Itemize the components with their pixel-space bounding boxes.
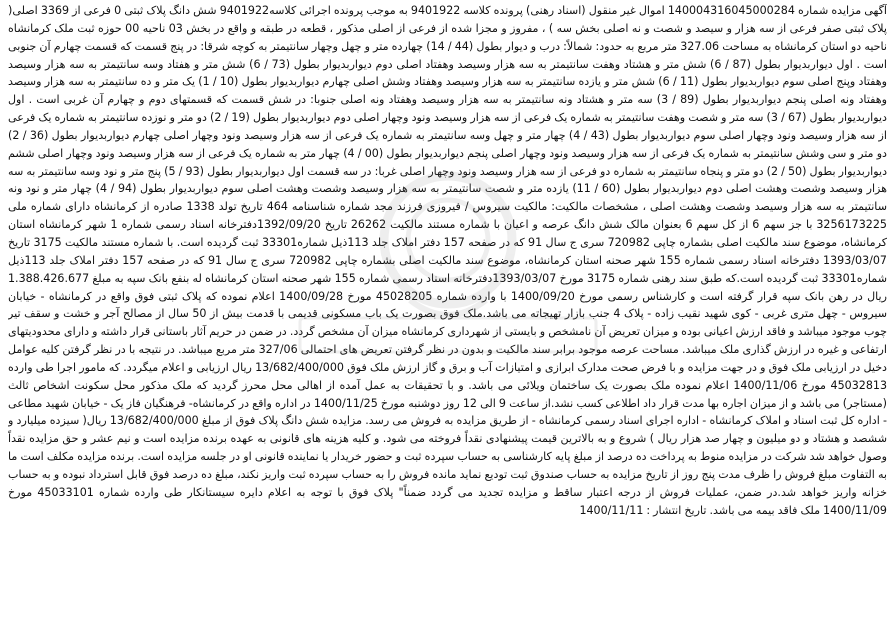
- auction-notice: [8, 2, 887, 629]
- auction-notice-body: آگهی مزایده شماره 140004316045000284 اموال غیر منقول (اسناد رهنی) پرونده کلاسه 9401922 به موجب پرونده اجرائی کلاسه9401922 شش دانگ پلاک ثبتی 0 فرعی از 3369 اصلی( پلاک ثبتی صفر فرعی از سه هزار و سیصد و شصت و نه اصلی بخش سه ) ، مفروز و مجزا شده از فرعی از اصلی مذکور ، قطعه در طبقه و واقع در بخش 03 ناحیه 00 حوزه ثبت ملک کرمانشاه ناحیه دو استان کرمانشاه به مساحت 327.06 متر مربع به حدود: شمالاً: درب و دیوار بطول (44 / 14) چهارده متر و چهل وچهار سانتیمتر به کوچه شرقا: در پنج قسمت که قسمت چهارم آن جنوبی است . اول دیواربدیوار بطول (87 / 6) شش متر و هشتاد وهفت سانتیمتر به سه هزار وسیصد وهفتاد اصلی دوم دیواربدیوار بطول (73 / 6) شش متر و هفتاد وسه سانتیمتر به سه هزار وسیصد وهفتاد وپنج اصلی سوم دیواربدیوار بطول (11 / 6) شش متر و یازده سانتیمتر به سه هزار وسیصد وهفتاد وشش اصلی چهارم دیواربدیوار بطول (10 / 1) یک متر و ده سانتیمتر به سه هزار وسیصد وهفتاد ونه اصلی پنجم دیواربدیوار بطول (89 / 3) سه متر و هشتاد ونه سانتیمتر به سه هزار وسیصد وهفتاد ونه اصلی جنوبا: در شش قسمت که قسمتهای دوم و چهارم آن غربی است . اول دیواربدیوار بطول (67 / 3) سه متر و شصت وهفت سانتیمتر به شماره یک فرعی از سه هزار وسیصد ونود وچهار اصلی دوم دیواربدیوار بطول (19 / 2) دو متر و نوزده سانتیمتر به شماره یک فرعی از سه هزار وسیصد ونود وچهار اصلی سوم دیواربدیوار بطول (43 / 4) چهار متر و چهل وسه سانتیمتر به شماره یک فرعی از سه هزار وسیصد ونود وچهار اصلی چهارم دیواربدیوار بطول (36 / 2) دو متر و سی وشش سانتیمتر به شماره یک فرعی از سه هزار وسیصد ونود وچهار اصلی پنجم دیواربدیوار بطول (00 / 4) چهار متر به شماره یک فرعی از سه هزار وسیصد ونود وچهار اصلی ششم دیواربدیوار بطول (50 / 2) دو متر و پنجاه سانتیمتر به شماره دو فرعی از سه هزار وسیصد ونود وچهار اصلی غربا: در سه قسمت اول دیواربدیوار بطول (93 / 5) پنج متر و نود وسه سانتیمتر به سه هزار وسیصد وشصت وهشت اصلی دوم دیواربدیوار بطول (60 / 11) یازده متر و شصت سانتیمتر به سه هزار وسیصد وشصت وهشت اصلی سوم دیواربدیوار بطول (94 / 4) چهار متر و نود ونه سانتیمتر به سه هزار وسیصد وشصت وهشت اصلی ، مشخصات مالکیت: مالکیت سیروس / فیروزی فرزند مجد شماره شناسنامه 464 تاریخ تولد 1338 صادره از کرمانشاه دارای شماره ملی 3256173225 با جز سهم 6 از کل سهم 6 بعنوان مالک شش دانگ عرصه و اعیان با شماره مستند مالکیت 26262 تاریخ 1392/09/20دفترخانه اسناد رسمی شماره 1 شهر کرمانشاه استان کرمانشاه، موضوع سند مالکیت اصلی بشماره چاپی 720982 سری ج سال 91 که در صفحه 157 دفتر املاک جلد 113ذیل شماره33301 ثبت گردیده است. با شماره مستند مالکیت 3175 تاریخ 1393/03/07 دفترخانه اسناد رسمی شماره 155 شهر صحنه استان کرمانشاه، موضوع سند مالکیت اصلی بشماره چاپی 720982 سری ج سال 91 که در صفحه 157 دفتر املاک جلد 113ذیل شماره33301 ثبت گردیده است.که طبق سند رهنی شماره 3175 مورخ 1393/03/07دفترخانه اسناد رسمی شماره 155 شهر صحنه استان کرمانشاه له بنفع بانک سپه به مبلغ 1.388.426.677 ریال در رهن بانک سپه قرار گرفته است و کارشناس رسمی مورخ 1400/09/20 با وارده شماره 45028205 مورخ 1400/09/28 اعلام نموده که پلاک ثبتی فوق واقع در کرمانشاه - خیابان سیروس - چهل متری غربی - کوی شهید نقیب زاده - پلاک 4 جنب بازار تهیجاته می باشد.ملک فوق بصورت یک باب مسکونی قدیمی با قدمت بیش از 50 سال از مصالح آجر و خشت و سقف تیر چوب موجود میباشد و فاقد ارزش اعیانی بوده و میزان تعریض آن نامشخص و بایستی از شهرداری کرمانشاه میزان آن مشخص گردد. در ضمن در حریم آثار باستانی قرار داشته و دارای محدودیتهای ارتفاعی و غیره در ارزش گذاری ملک میباشد. مساحت عرصه موجود برابر سند مالکیت و بدون در نظر گرفتن تعریض های احتمالی 327/06 متر مربع میباشد. در نتیجه با در نظر گرفتن کلیه عوامل دخیل در ارزیابی ملک فوق و در جهت مزایده و با فرض صحت مدارک ابرازی و امتیازات آب و برق و گاز ارزش ملک فوق 13/682/400/000 ریال ارزیابی و اعلام میگردد. که مامور اجرا طی وارده 45032813 مورخ 1400/11/06 اعلام نموده ملک بصورت یک ساختمان ویلائی می باشد. و با تحقیقات به عمل آمده از اهالی محل محرز گردید که ملک مذکور محل سکونت اشخاص ثالث (مستاجر) می باشد و از میزان اجاره بها مدت قرار داد اطلاعی کسب نشد.از ساعت 9 الی 12 روز دوشنبه مورخ 1400/11/25 در اداره واقع در کرمانشاه- فرهنگیان فاز یک - خیابان شهید مطاعی - اداره کل ثبت اسناد و املاک کرمانشاه - اداره اجرای اسناد رسمی کرمانشاه - از طریق مزایده به فروش می رسد. مزایده شش دانگ پلاک فوق از مبلغ 13/682/400/000 ریال( سیزده میلیارد و ششصد و هشتاد و دو میلیون و چهار صد هزار ریال ) شروع و به بالاترین قیمت پیشنهادی نقداً فروخته می شود. و کلیه هزینه های قانونی به عهده برنده مزایده است و نیم عشر و حق مزایده نقداً وصول خواهد شد شرکت در مزایده منوط به پرداخت ده درصد از مبلغ پایه کارشناسی به حساب سپرده ثبت و حضور خریدار یا نماینده قانونی او در جلسه مزایده است. برنده مزایده مکلف است ما به التفاوت مبلغ فروش را ظرف مدت پنج روز از تاریخ مزایده به حساب صندوق ثبت تودیع نماید مانده فروش را به حساب سپرده ثبت واریز نکند، مبلغ ده درصد فوق قابل استرداد نبوده و به حساب خزانه واریز خواهد شد.در ضمن، عملیات فروش از درجه اعتبار ساقط و مزایده تجدید می گردد ضمناً" پلاک فوق با توجه به اعلام دایره سیستانکار طی وارده شماره 45033101 مورخ 1400/11/09 ملک فاقد بیمه می باشد. تاریخ انتشار : 1400/11/11: [8, 4, 887, 517]
